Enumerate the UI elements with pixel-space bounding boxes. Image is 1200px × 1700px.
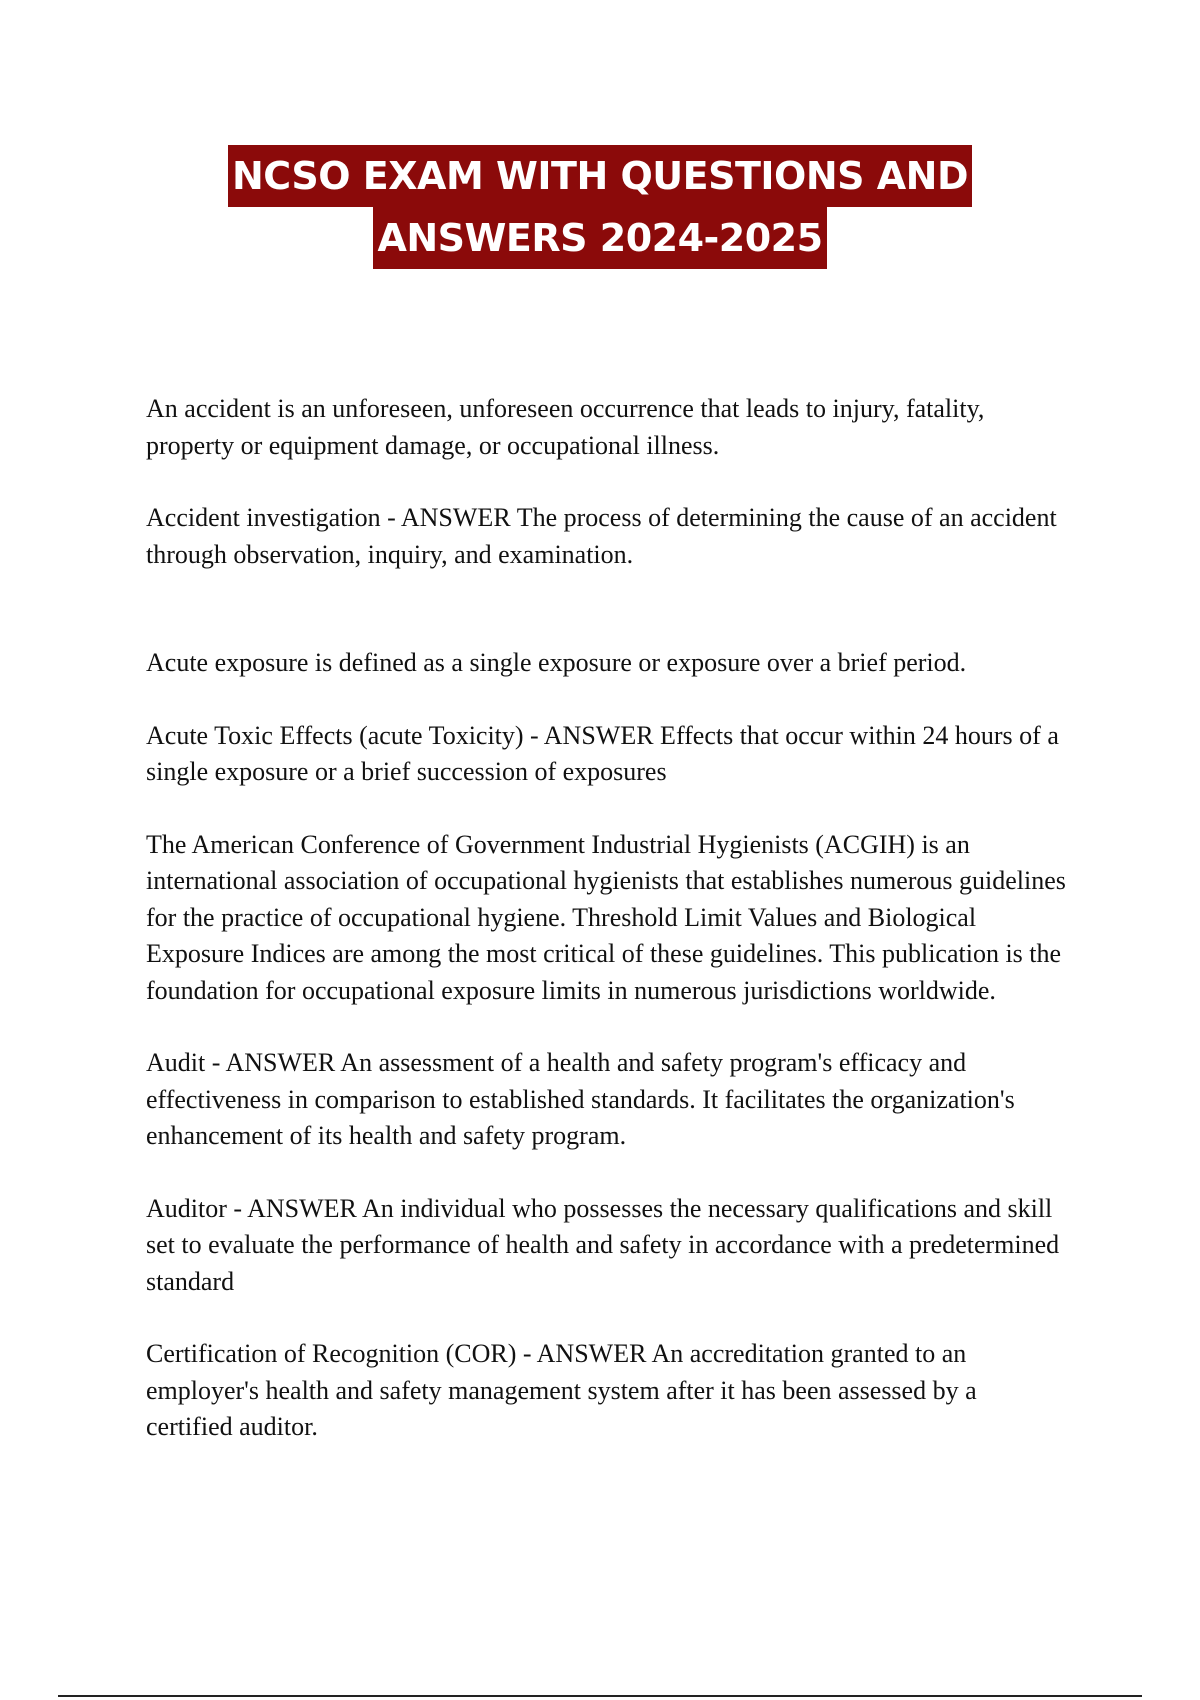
entry-acgih: The American Conference of Government Industrial Hygienists (ACGIH) is an international association of occupational hygienists that establishes numerous guidelines for the practice of occupational hygiene. Threshold Limit Values and Biological Exposure Indices are among the most critical of these guidelines. This publication is the foundation for occupational exposure limits in numerous jurisdictions worldwide.	[146, 829, 1066, 1005]
title-line-1: NCSO EXAM WITH QUESTIONS AND	[228, 145, 972, 207]
entry-audit: Audit - ANSWER An assessment of a health and safety program's efficacy and effectiveness in comparison to established standards. It facilitates the organization's enhancement of its health and safety program.	[146, 1048, 1015, 1150]
title-line-2: ANSWERS 2024-2025	[373, 207, 826, 269]
entry-accident-investigation: Accident investigation - ANSWER The process of determining the cause of an accident through observation, inquiry, and examination.	[146, 503, 1057, 569]
footer-divider	[58, 1695, 1142, 1697]
entry-acute-exposure: Acute exposure is defined as a single exposure or exposure over a brief period.	[146, 648, 967, 677]
entry-acute-toxic-effects: Acute Toxic Effects (acute Toxicity) - ANSWER Effects that occur within 24 hours of a single exposure or a brief succession of exposures	[146, 720, 1059, 786]
entry-cor: Certification of Recognition (COR) - ANSWER An accreditation granted to an employer's health and safety management system after it has been assessed by a certified auditor.	[146, 1339, 977, 1441]
entry-accident: An accident is an unforeseen, unforeseen occurrence that leads to injury, fatality, property or equipment damage, or occupational illness.	[146, 394, 985, 460]
document-body	[146, 391, 1066, 1446]
entry-auditor: Auditor - ANSWER An individual who possesses the necessary qualifications and skill set to evaluate the performance of health and safety in accordance with a predetermined standard	[146, 1193, 1060, 1296]
document-title	[0, 145, 1200, 269]
